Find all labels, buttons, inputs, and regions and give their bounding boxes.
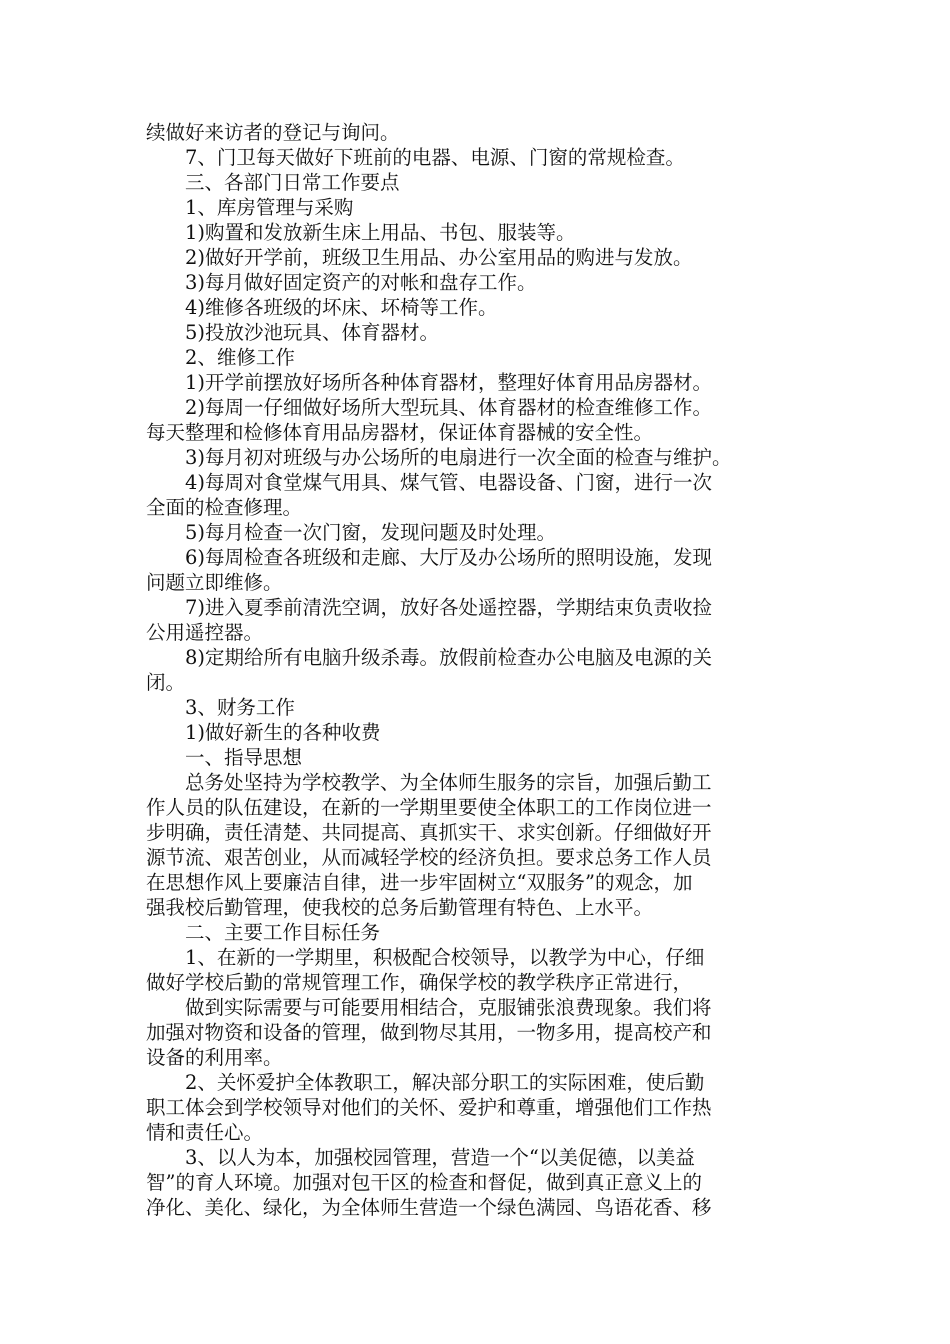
- text-line: 6)每周检查各班级和走廊、大厅及办公场所的照明设施，发现: [185, 546, 713, 569]
- text-line: 源节流、艰苦创业，从而减轻学校的经济负担。要求总务工作人员: [146, 846, 712, 869]
- text-line: 7)进入夏季前清洗空调，放好各处遥控器，学期结束负责收捡: [185, 596, 713, 619]
- text-line: 二、主要工作目标任务: [185, 921, 381, 944]
- paragraph: [146, 345, 816, 370]
- paragraph: [146, 595, 816, 645]
- text-line: 一、指导思想: [185, 746, 303, 769]
- paragraph: [146, 520, 816, 545]
- text-line: 强我校后勤管理，使我校的总务后勤管理有特色、上水平。: [146, 896, 654, 919]
- text-line: 续做好来访者的登记与询问。: [146, 121, 400, 144]
- text-line: 在思想作风上要廉洁自律，进一步牢固树立“双服务”的观念，加: [146, 871, 693, 894]
- text-line: 1)购置和发放新生床上用品、书包、服装等。: [185, 221, 576, 244]
- text-line: 4)每周对食堂煤气用具、煤气管、电器设备、门窗，进行一次: [185, 471, 713, 494]
- text-line: 2、维修工作: [185, 346, 295, 369]
- paragraph: [146, 245, 816, 270]
- paragraph: [146, 145, 816, 170]
- text-line: 2)每周一仔细做好场所大型玩具、体育器材的检查维修工作。: [185, 396, 713, 419]
- text-line: 3、财务工作: [185, 696, 295, 719]
- paragraph: [146, 695, 816, 720]
- text-line: 8)定期给所有电脑升级杀毒。放假前检查办公电脑及电源的关: [185, 646, 713, 669]
- text-line: 1)开学前摆放好场所各种体育器材，整理好体育用品房器材。: [185, 371, 713, 394]
- paragraph: [146, 120, 816, 145]
- paragraph: [146, 770, 816, 920]
- text-line: 问题立即维修。: [146, 571, 283, 594]
- paragraph: [146, 720, 816, 745]
- document-page: [146, 120, 816, 1220]
- text-line: 三、各部门日常工作要点: [185, 171, 400, 194]
- paragraph: [146, 1145, 816, 1220]
- text-line: 设备的利用率。: [146, 1046, 283, 1069]
- paragraph: [146, 195, 816, 220]
- text-line: 1、在新的一学期里，积极配合校领导，以教学为中心，仔细: [185, 946, 705, 969]
- text-line: 公用遥控器。: [146, 621, 264, 644]
- paragraph: [146, 745, 816, 770]
- text-line: 1)做好新生的各种收费: [185, 721, 381, 744]
- paragraph: [146, 545, 816, 595]
- paragraph: [146, 445, 816, 470]
- text-line: 总务处坚持为学校教学、为全体师生服务的宗旨，加强后勤工: [185, 771, 712, 794]
- text-line: 每天整理和检修体育用品房器材，保证体育器械的安全性。: [146, 421, 654, 444]
- paragraph: [146, 395, 816, 445]
- text-line: 闭。: [146, 671, 186, 694]
- text-line: 作人员的队伍建设，在新的一学期里要使全体职工的工作岗位进一: [146, 796, 712, 819]
- paragraph: [146, 170, 816, 195]
- text-line: 4)维修各班级的坏床、坏椅等工作。: [185, 296, 498, 319]
- paragraph: [146, 920, 816, 945]
- text-line: 情和责任心。: [146, 1121, 264, 1144]
- text-line: 5)每月检查一次门窗，发现问题及时处理。: [185, 521, 557, 544]
- text-line: 3)每月做好固定资产的对帐和盘存工作。: [185, 271, 537, 294]
- text-line: 净化、美化、绿化，为全体师生营造一个绿色满园、鸟语花香、移: [146, 1196, 712, 1219]
- text-line: 7、门卫每天做好下班前的电器、电源、门窗的常规检查。: [185, 146, 685, 169]
- text-line: 全面的检查修理。: [146, 496, 303, 519]
- paragraph: [146, 320, 816, 345]
- paragraph: [146, 220, 816, 245]
- text-line: 2、关怀爱护全体教职工，解决部分职工的实际困难，使后勤: [185, 1071, 705, 1094]
- text-line: 2)做好开学前，班级卫生用品、办公室用品的购进与发放。: [185, 246, 693, 269]
- text-line: 3、以人为本，加强校园管理，营造一个“以美促德，以美益: [185, 1146, 695, 1169]
- text-line: 1、库房管理与采购: [185, 196, 354, 219]
- paragraph: [146, 270, 816, 295]
- paragraph: [146, 470, 816, 520]
- text-line: 步明确，责任清楚、共同提高、真抓实干、求实创新。仔细做好开: [146, 821, 712, 844]
- paragraph: [146, 995, 816, 1070]
- paragraph: [146, 295, 816, 320]
- text-line: 智”的育人环境。加强对包干区的检查和督促，做到真正意义上的: [146, 1171, 702, 1194]
- text-line: 加强对物资和设备的管理，做到物尽其用，一物多用，提高校产和: [146, 1021, 712, 1044]
- text-line: 职工体会到学校领导对他们的关怀、爱护和尊重，增强他们工作热: [146, 1096, 712, 1119]
- text-line: 做到实际需要与可能要用相结合，克服铺张浪费现象。我们将: [185, 996, 712, 1019]
- paragraph: [146, 1070, 816, 1145]
- text-line: 做好学校后勤的常规管理工作，确保学校的教学秩序正常进行，: [146, 971, 693, 994]
- paragraph: [146, 370, 816, 395]
- text-line: 3)每月初对班级与办公场所的电扇进行一次全面的检查与维护。: [185, 446, 732, 469]
- paragraph: [146, 645, 816, 695]
- text-line: 5)投放沙池玩具、体育器材。: [185, 321, 440, 344]
- paragraph: [146, 945, 816, 995]
